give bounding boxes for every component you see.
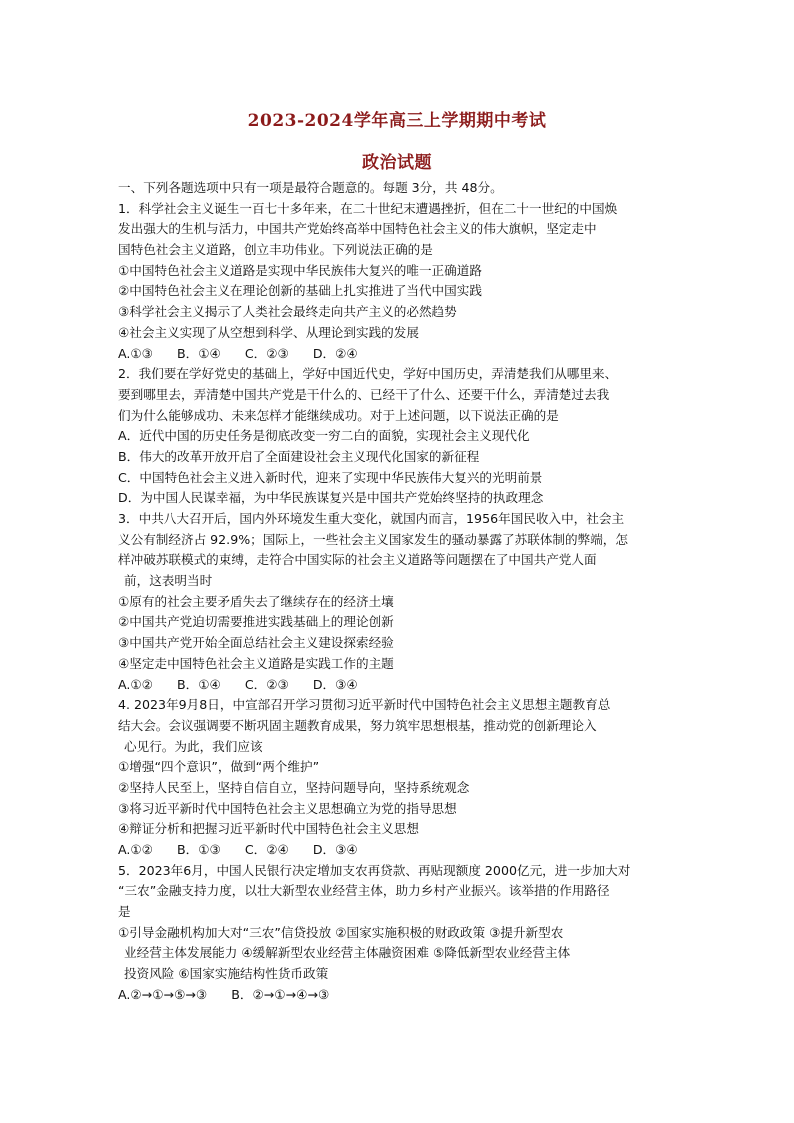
subject-title: 政治试题 [362,153,432,173]
question-stem-line: 义公有制经济占 92.9%；国际上，一些社会主义国家发生的骚动暴露了苏联体制的弊端，怎 [118,531,628,547]
answer-option-d: D．③④ [312,676,358,692]
question-stem-line: 要到哪里去，弄清楚中国共产党是干什么的、已经干了什么、还要干什么，弄清楚过去我 [118,386,610,402]
question-item: ①原有的社会主要矛盾失去了继续存在的经济土壤 [118,593,394,609]
answer-options [118,840,678,861]
choice-c: C．中国特色社会主义进入新时代，迎来了实现中华民族伟大复兴的光明前景 [118,469,543,485]
choice-a: A．近代中国的历史任务是彻底改变一穷二白的面貌，实现社会主义现代化 [118,428,530,444]
answer-option-c: C．②③ [244,676,289,692]
answer-option-a: A.①② [118,842,153,857]
section-instruction: 一、下列各题选项中只有一项是最符合题意的。每题 3分，共 48分。 [118,180,503,195]
question-stem-line: 1．科学社会主义诞生一百七十多年来，在二十世纪末遭遇挫折，但在二十一世纪的中国焕 [118,200,618,216]
question-item: ①增强“四个意识”，做到“两个维护” [118,759,320,775]
answer-options [118,985,678,1006]
answer-option-b: B．①④ [177,345,221,361]
question-item: ④社会主义实现了从空想到科学、从理论到实践的发展 [118,324,419,340]
question-2 [118,364,678,509]
exam-title: 2023-2024学年高三上学期期中考试 [247,111,547,131]
answer-option-b: B．①④ [177,676,221,692]
question-stem-line: 是 [118,904,131,920]
answer-option-a: A.①② [118,676,153,692]
question-stem-line: 发出强大的生机与活力，中国共产党始终高举中国特色社会主义的伟大旗帜，坚定走中 [118,221,597,237]
question-1 [118,199,678,365]
question-stem-line: 结大会。会议强调要不断巩固主题教育成果，努力筑牢思想根基，推动党的创新理论入 [118,717,597,733]
question-4 [118,695,678,861]
question-item: ④辩证分析和把握习近平新时代中国特色社会主义思想 [118,821,419,837]
answer-option-c: C．②④ [244,842,289,857]
choice-d: D．为中国人民谋幸福，为中华民族谋复兴是中国共产党始终坚持的执政理念 [118,490,544,506]
answer-options [118,344,678,365]
answer-option-a: A.①③ [118,345,153,361]
answer-option-d: D．③④ [312,842,358,857]
question-item: 投资风险 ⑥国家实施结构性货币政策 [124,966,329,982]
question-5 [118,861,678,1006]
answer-option-b: B．②→①→④→③ [231,986,330,1002]
question-stem-line: 国特色社会主义道路，创立丰功伟业。下列说法正确的是 [118,242,433,258]
question-item: ①中国特色社会主义道路是实现中华民族伟大复兴的唯一正确道路 [118,262,482,278]
question-3 [118,509,678,695]
question-item: ①引导金融机构加大对“三农”信贷投放 ②国家实施积极的财政政策 ③提升新型农 [118,924,564,940]
question-item: ③将习近平新时代中国特色社会主义思想确立为党的指导思想 [118,800,457,816]
question-item: ②中国共产党迫切需要推进实践基础上的理论创新 [118,614,394,630]
question-item: ④坚定走中国特色社会主义道路是实践工作的主题 [118,655,394,671]
choice-b: B．伟大的改革开放开启了全面建设社会主义现代化国家的新征程 [118,448,480,464]
question-stem-line: 2．我们要在学好党史的基础上，学好中国近代史，学好中国历史，弄清楚我们从哪里来、 [118,366,618,382]
question-item: ③科学社会主义揭示了人类社会最终走向共产主义的必然趋势 [118,304,457,320]
question-item: 业经营主体发展能力 ④缓解新型农业经营主体融资困难 ⑤降低新型农业经营主体 [124,945,571,961]
question-item: ②坚持人民至上，坚持自信自立，坚持问题导向，坚持系统观念 [118,779,470,795]
question-stem-line: 3．中共八大召开后，国内外环境发生重大变化，就国内而言，1956年国民收入中，社会主 [118,511,625,526]
answer-options [118,675,678,696]
answer-option-c: C．②③ [244,345,289,361]
answer-option-a: A.②→①→⑤→③ [118,986,208,1002]
question-stem-line: 样冲破苏联模式的束缚，走符合中国实际的社会主义道路等问题摆在了中国共产党人面 [118,552,597,568]
answer-option-d: D．②④ [312,345,358,361]
question-stem-line: 4. 2023年9月8日，中宣部召开学习贯彻习近平新时代中国特色社会主义思想主题教育总 [118,697,611,713]
question-stem-line: 前，这表明当时 [124,573,213,589]
question-item: ②中国特色社会主义在理论创新的基础上扎实推进了当代中国实践 [118,283,482,299]
question-item: ③中国共产党开始全面总结社会主义建设探索经验 [118,635,394,651]
question-stem-line: “三农”金融支持力度，以壮大新型农业经营主体，助力乡村产业振兴。该举措的作用路径 [118,883,610,899]
question-stem-line: 5．2023年6月，中国人民银行决定增加支农再贷款、再贴现额度 2000亿元，进一步加大对 [118,862,631,878]
answer-option-b: B．①③ [177,842,221,857]
question-stem-line: 们为什么能够成功、未来怎样才能继续成功。对于上述问题，以下说法正确的是 [118,407,559,423]
question-stem-line: 心见行。为此，我们应该 [124,738,263,754]
exam-content [118,178,678,1006]
